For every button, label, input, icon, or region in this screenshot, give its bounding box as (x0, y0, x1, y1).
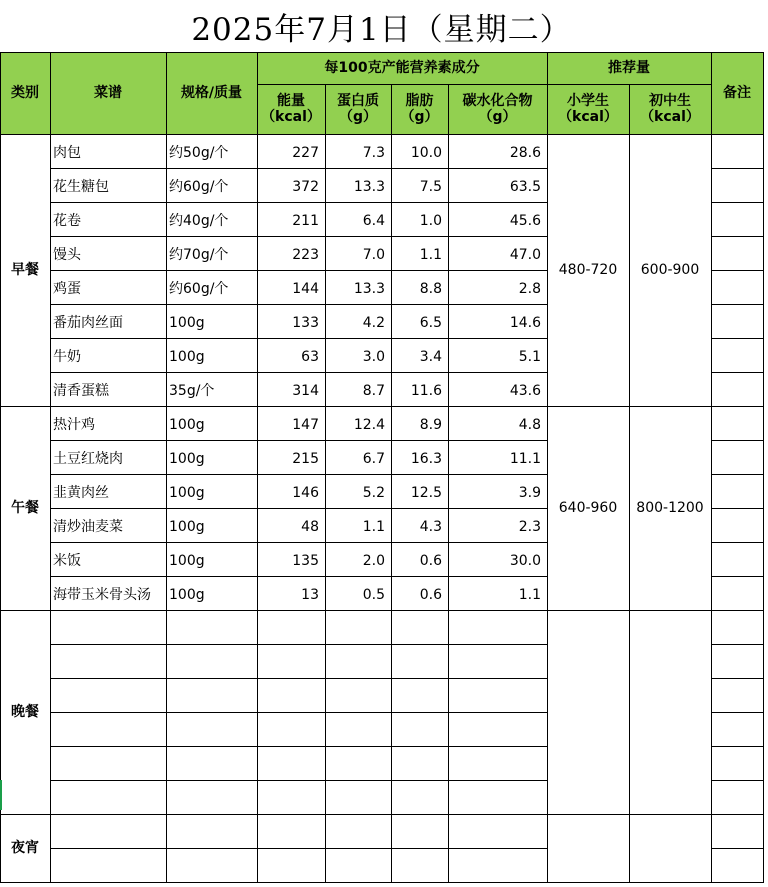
cell-spec[interactable]: 100g (169, 314, 205, 331)
cell-energy[interactable]: 144 (292, 280, 319, 297)
grid-line (50, 576, 548, 577)
cell-dish[interactable]: 花卷 (53, 212, 81, 229)
header-spec-label: 规格/质量 (180, 84, 243, 101)
cell-protein[interactable]: 4.2 (362, 314, 385, 331)
cell-carbs[interactable]: 45.6 (509, 212, 541, 229)
grid-line (711, 270, 764, 271)
header-middle-name: 初中生 (649, 92, 691, 109)
cell-spec[interactable]: 100g (169, 450, 205, 467)
grid-line (0, 610, 764, 611)
cell-carbs[interactable]: 3.9 (518, 484, 541, 501)
grid-line (711, 372, 764, 373)
header-energy-unit: （kcal） (261, 109, 321, 125)
cell-protein[interactable]: 1.1 (362, 518, 385, 535)
recommend-middle-value: 800-1200 (636, 499, 704, 516)
grid-line (50, 236, 548, 237)
cell-dish[interactable]: 肉包 (53, 144, 81, 161)
recommend-primary (547, 134, 629, 406)
cell-fat[interactable]: 1.1 (419, 246, 442, 263)
cell-energy[interactable]: 48 (301, 518, 319, 535)
header-recommend-group (547, 52, 711, 84)
recommend-primary-value: 640-960 (558, 499, 618, 516)
cell-cursor-marker (0, 780, 2, 810)
header-protein-unit: （g） (338, 109, 378, 125)
grid-line (711, 338, 764, 339)
cell-spec[interactable]: 100g (169, 484, 205, 501)
cell-fat[interactable]: 1.0 (419, 212, 442, 229)
header-energy (257, 84, 325, 134)
grid-line (50, 372, 548, 373)
grid-line (0, 52, 764, 53)
cell-dish[interactable]: 米饭 (53, 552, 81, 569)
cell-fat[interactable]: 10.0 (410, 144, 442, 161)
header-carbs-unit: （g） (478, 109, 517, 125)
header-nutrition-group (257, 52, 547, 84)
grid-line (448, 84, 449, 882)
meal-label (0, 406, 50, 610)
grid-line (711, 678, 764, 679)
cell-protein[interactable]: 13.3 (353, 280, 385, 297)
grid-line (391, 84, 392, 882)
cell-dish[interactable]: 牛奶 (53, 348, 81, 365)
cell-spec[interactable]: 100g (169, 518, 205, 535)
grid-line (50, 746, 548, 747)
header-note-label: 备注 (723, 84, 751, 101)
cell-protein[interactable]: 6.4 (362, 212, 385, 229)
header-carbs-name: 碳水化合物 (462, 92, 533, 109)
grid-line (50, 270, 548, 271)
cell-fat[interactable]: 0.6 (419, 586, 442, 603)
cell-energy[interactable]: 372 (292, 178, 319, 195)
grid-line (50, 542, 548, 543)
cell-fat[interactable]: 11.6 (410, 382, 442, 399)
cell-energy[interactable]: 133 (292, 314, 319, 331)
cell-dish[interactable]: 海带玉米骨头汤 (53, 586, 151, 603)
grid-line (629, 84, 630, 882)
meal-label (0, 134, 50, 406)
cell-spec[interactable]: 约70g/个 (169, 246, 229, 263)
recommend-middle (629, 134, 711, 406)
header-spec (166, 52, 257, 134)
cell-energy[interactable]: 146 (292, 484, 319, 501)
grid-line (50, 440, 548, 441)
grid-line (0, 882, 764, 883)
meal-label (0, 814, 50, 882)
sheet-title: 2025年7月1日（星期二） (191, 11, 572, 48)
grid-line (711, 474, 764, 475)
grid-line (711, 576, 764, 577)
cell-fat[interactable]: 4.3 (419, 518, 442, 535)
cell-dish[interactable]: 热汁鸡 (53, 416, 95, 433)
grid-line (711, 508, 764, 509)
grid-line (711, 746, 764, 747)
grid-line (325, 84, 326, 882)
cell-carbs[interactable]: 2.8 (518, 280, 541, 297)
cell-protein[interactable]: 5.2 (362, 484, 385, 501)
grid-line (50, 678, 548, 679)
header-fat-unit: （g） (400, 109, 439, 125)
cell-protein[interactable]: 13.3 (353, 178, 385, 195)
cell-energy[interactable]: 227 (292, 144, 319, 161)
header-recommend-group-label: 推荐量 (608, 59, 650, 76)
grid-line (711, 52, 712, 882)
grid-line (711, 780, 764, 781)
grid-line (50, 338, 548, 339)
meal-name: 晚餐 (11, 703, 39, 720)
cell-energy[interactable]: 147 (292, 416, 319, 433)
cell-dish[interactable]: 清炒油麦菜 (53, 518, 123, 535)
recommend-primary (547, 406, 629, 610)
grid-line (711, 712, 764, 713)
grid-line (711, 848, 764, 849)
grid-line (50, 712, 548, 713)
grid-line (50, 474, 548, 475)
cell-fat[interactable]: 6.5 (419, 314, 442, 331)
grid-line (50, 168, 548, 169)
grid-line (50, 304, 548, 305)
header-protein (325, 84, 391, 134)
grid-line (711, 644, 764, 645)
header-fat (391, 84, 448, 134)
grid-line (711, 236, 764, 237)
header-carbs (448, 84, 547, 134)
cell-protein[interactable]: 12.4 (353, 416, 385, 433)
header-note (711, 52, 763, 134)
grid-line (0, 52, 1, 882)
meal-name: 夜宵 (11, 839, 39, 856)
cell-spec[interactable]: 约50g/个 (169, 144, 229, 161)
cell-carbs[interactable]: 28.6 (509, 144, 541, 161)
cell-spec[interactable]: 100g (169, 348, 205, 365)
cell-dish[interactable]: 鸡蛋 (53, 280, 81, 297)
cell-fat[interactable]: 0.6 (419, 552, 442, 569)
cell-carbs[interactable]: 11.1 (509, 450, 541, 467)
cell-energy[interactable]: 135 (292, 552, 319, 569)
grid-line (763, 52, 764, 882)
cell-spec[interactable]: 约40g/个 (169, 212, 229, 229)
cell-fat[interactable]: 16.3 (410, 450, 442, 467)
cell-dish[interactable]: 韭黄肉丝 (53, 484, 109, 501)
header-fat-name: 脂肪 (405, 92, 434, 109)
header-primary (547, 84, 629, 134)
cell-energy[interactable]: 13 (301, 586, 319, 603)
grid-line (257, 52, 258, 882)
grid-line (0, 814, 764, 815)
header-energy-name: 能量 (277, 92, 305, 109)
cell-fat[interactable]: 7.5 (419, 178, 442, 195)
cell-energy[interactable]: 314 (292, 382, 319, 399)
cell-spec[interactable]: 100g (169, 552, 205, 569)
grid-line (711, 440, 764, 441)
grid-line (50, 508, 548, 509)
cell-carbs[interactable]: 14.6 (509, 314, 541, 331)
cell-protein[interactable]: 0.5 (362, 586, 385, 603)
header-dish-label: 菜谱 (94, 84, 122, 101)
cell-carbs[interactable]: 5.1 (518, 348, 541, 365)
grid-line (166, 52, 167, 882)
grid-line (0, 406, 764, 407)
meal-name: 早餐 (11, 261, 39, 278)
cell-spec[interactable]: 100g (169, 586, 205, 603)
header-category-label: 类别 (11, 84, 39, 101)
cell-spec[interactable]: 约60g/个 (169, 280, 229, 297)
grid-line (50, 644, 548, 645)
cell-energy[interactable]: 223 (292, 246, 319, 263)
header-primary-unit: （kcal） (558, 109, 618, 125)
cell-fat[interactable]: 8.8 (419, 280, 442, 297)
cell-dish[interactable]: 土豆红烧肉 (53, 450, 123, 467)
cell-carbs[interactable]: 43.6 (509, 382, 541, 399)
cell-spec[interactable]: 约60g/个 (169, 178, 229, 195)
header-middle-unit: （kcal） (640, 109, 700, 125)
header-category (0, 52, 50, 134)
recommend-middle (629, 406, 711, 610)
cell-dish[interactable]: 馒头 (53, 246, 81, 263)
header-middle (629, 84, 711, 134)
header-primary-name: 小学生 (567, 92, 609, 109)
cell-spec[interactable]: 35g/个 (169, 382, 215, 399)
cell-protein[interactable]: 7.3 (362, 144, 385, 161)
cell-fat[interactable]: 8.9 (419, 416, 442, 433)
cell-carbs[interactable]: 1.1 (518, 586, 541, 603)
cell-carbs[interactable]: 47.0 (509, 246, 541, 263)
header-dish (50, 52, 166, 134)
grid-line (0, 134, 764, 135)
cell-protein[interactable]: 2.0 (362, 552, 385, 569)
grid-line (711, 304, 764, 305)
cell-energy[interactable]: 211 (292, 212, 319, 229)
cell-carbs[interactable]: 4.8 (518, 416, 541, 433)
cell-dish[interactable]: 番茄肉丝面 (53, 314, 123, 331)
cell-protein[interactable]: 6.7 (362, 450, 385, 467)
cell-dish[interactable]: 花生糖包 (53, 178, 109, 195)
cell-carbs[interactable]: 63.5 (509, 178, 541, 195)
cell-energy[interactable]: 215 (292, 450, 319, 467)
grid-line (547, 52, 548, 882)
cell-protein[interactable]: 3.0 (362, 348, 385, 365)
cell-dish[interactable]: 清香蛋糕 (53, 382, 109, 399)
header-nutrition-group-label: 每100克产能营养素成分 (324, 59, 480, 76)
cell-spec[interactable]: 100g (169, 416, 205, 433)
grid-line (50, 780, 548, 781)
cell-fat[interactable]: 12.5 (410, 484, 442, 501)
header-protein-name: 蛋白质 (337, 92, 379, 109)
grid-line (711, 168, 764, 169)
grid-line (711, 202, 764, 203)
meal-label (0, 610, 50, 814)
grid-line (50, 52, 51, 882)
cell-energy[interactable]: 63 (301, 348, 319, 365)
cell-protein[interactable]: 7.0 (362, 246, 385, 263)
recommend-middle-value: 600-900 (640, 261, 700, 278)
grid-line (50, 202, 548, 203)
recommend-primary-value: 480-720 (558, 261, 618, 278)
cell-carbs[interactable]: 30.0 (509, 552, 541, 569)
grid-line (50, 848, 548, 849)
cell-carbs[interactable]: 2.3 (518, 518, 541, 535)
meal-name: 午餐 (11, 499, 39, 516)
cell-fat[interactable]: 3.4 (419, 348, 442, 365)
grid-line (711, 542, 764, 543)
cell-protein[interactable]: 8.7 (362, 382, 385, 399)
